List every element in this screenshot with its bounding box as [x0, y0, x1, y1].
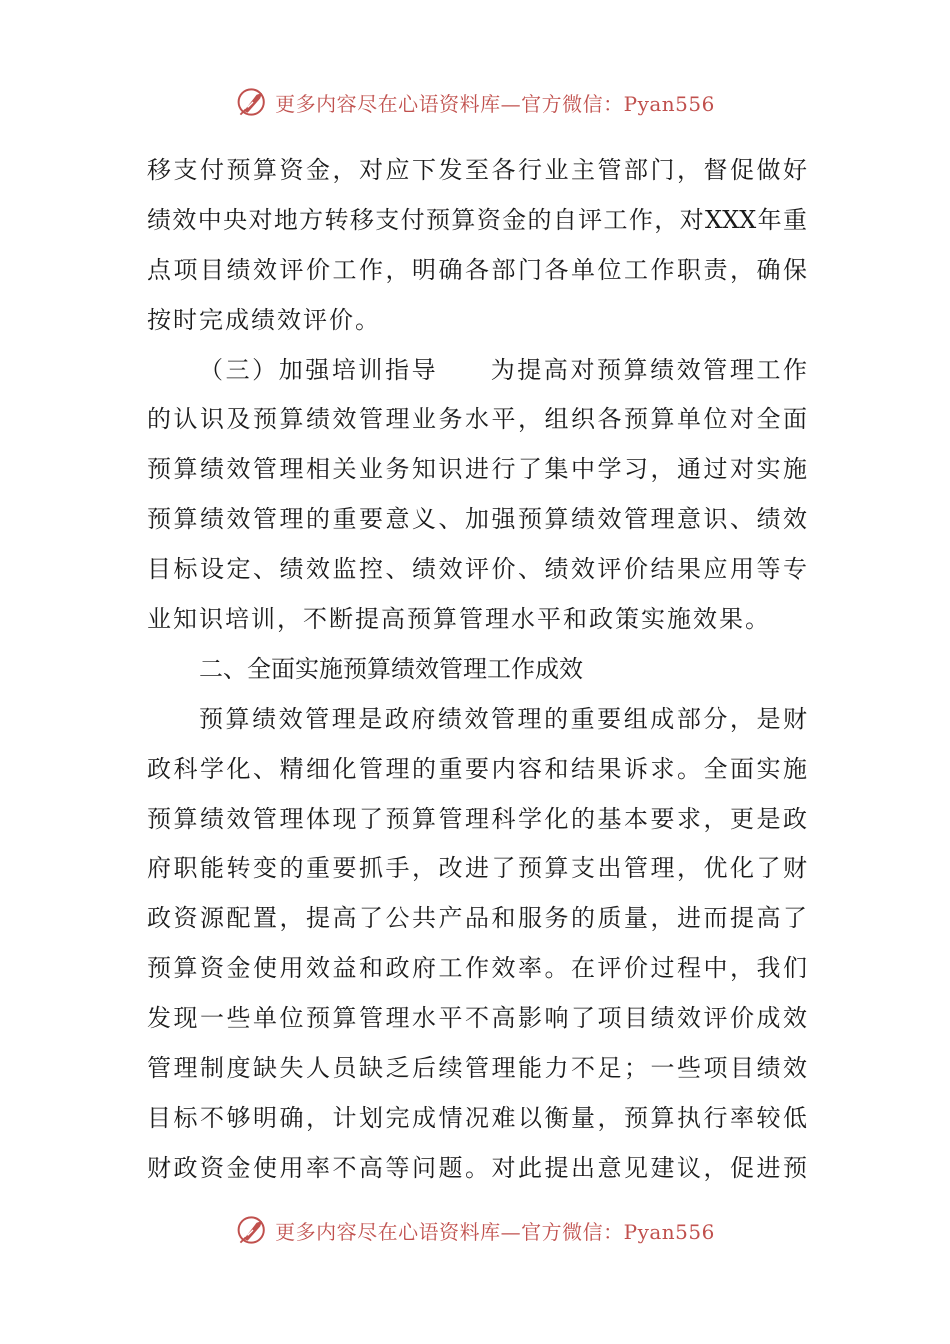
body-line: 目标设定、绩效监控、绩效评价、绩效评价结果应用等专 — [147, 555, 807, 584]
body-line: 预算资金使用效益和政府工作效率。在评价过程中，我们 — [147, 954, 807, 983]
footer-watermark-text: 更多内容尽在心语资料库—官方微信：Pyan556 — [275, 1219, 715, 1244]
pen-nib-logo-icon — [235, 84, 271, 120]
body-line: 移支付预算资金，对应下发至各行业主管部门，督促做好 — [147, 156, 807, 184]
body-line: 政资源配置，提高了公共产品和服务的质量，进而提高了 — [147, 904, 807, 933]
body-line: 预算绩效管理体现了预算管理科学化的基本要求，更是政 — [147, 804, 807, 833]
subheading-line — [147, 346, 807, 396]
body-line: 发现一些单位预算管理水平不高影响了项目绩效评价成效 — [147, 1004, 807, 1033]
body-line: 点项目绩效评价工作，明确各部门各单位工作职责，确保 — [147, 255, 807, 284]
body-line: 预算绩效管理相关业务知识进行了集中学习，通过对实施 — [147, 455, 807, 484]
body-line: 预算绩效管理是政府绩效管理的重要组成部分，是财 — [199, 704, 807, 733]
body-line: 按时完成绩效评价。 — [147, 305, 381, 334]
body-line: 绩效中央对地方转移支付预算资金的自评工作，对XXX年重 — [147, 205, 807, 234]
body-line: 财政资金使用率不高等问题。对此提出意见建议，促进预 — [147, 1153, 807, 1182]
document-body — [147, 146, 807, 1194]
body-line: 府职能转变的重要抓手，改进了预算支出管理，优化了财 — [147, 854, 807, 883]
body-line: 业知识培训，不断提高预算管理水平和政策实施效果。 — [147, 605, 771, 634]
body-line-inline: 为提高对预算绩效管理工作 — [488, 355, 807, 384]
section-heading: 二、全面实施预算绩效管理工作成效 — [199, 654, 583, 683]
body-line: 管理制度缺失人员缺乏后续管理能力不足；一些项目绩效 — [147, 1054, 807, 1083]
body-line: 的认识及预算绩效管理业务水平，组织各预算单位对全面 — [147, 405, 807, 434]
pen-nib-logo-icon — [235, 1212, 271, 1248]
subheading-training: （三）加强培训指导 — [199, 355, 439, 384]
body-line: 政科学化、精细化管理的重要内容和结果诉求。全面实施 — [147, 754, 807, 783]
body-line: 目标不够明确，计划完成情况难以衡量，预算执行率较低 — [147, 1103, 807, 1132]
header-watermark-text: 更多内容尽在心语资料库—官方微信：Pyan556 — [275, 91, 715, 116]
body-line: 预算绩效管理的重要意义、加强预算绩效管理意识、绩效 — [147, 505, 807, 534]
footer-watermark — [0, 1210, 950, 1250]
header-watermark — [0, 82, 950, 122]
